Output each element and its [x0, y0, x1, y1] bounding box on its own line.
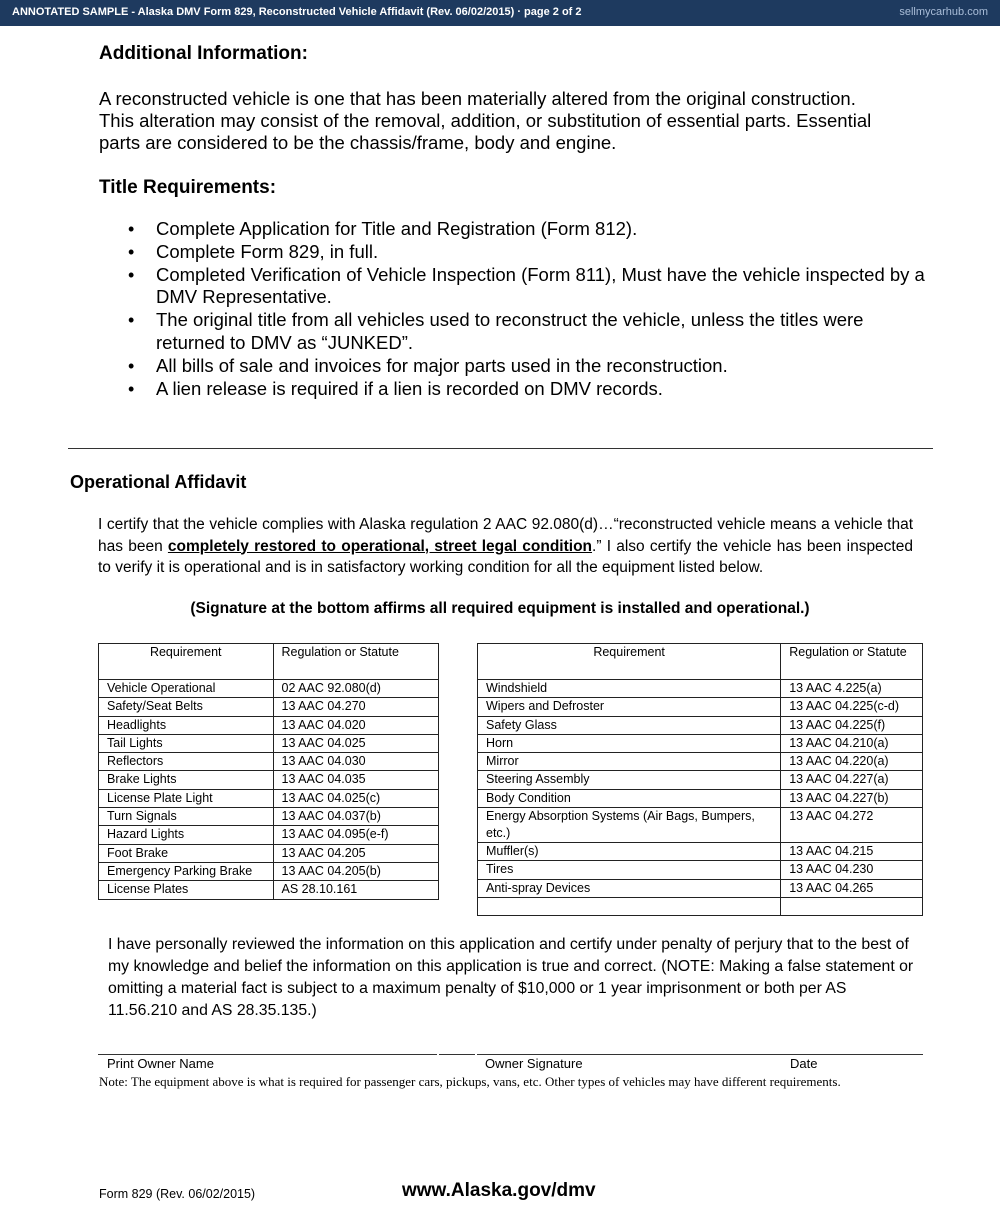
table-row [99, 716, 439, 734]
requirement-cell: Hazard Lights [99, 826, 274, 844]
table-row [478, 716, 923, 734]
title-requirements-heading: Title Requirements: [99, 177, 277, 198]
requirement-cell [478, 897, 781, 915]
regulation-cell: 13 AAC 04.035 [273, 771, 439, 789]
regulation-cell: 13 AAC 04.205(b) [273, 862, 439, 880]
regulation-cell: 13 AAC 04.025(c) [273, 789, 439, 807]
requirement-cell: License Plates [99, 881, 274, 899]
equipment-note: Note: The equipment above is what is required for passenger cars, pickups, vans, etc. Other types of vehicles may have different requirements. [99, 1074, 841, 1089]
penalty-statement: I have personally reviewed the information on this application and certify under penalty of perjury that to the best of my knowledge and belief the information on this application is true and correct. (NOTE: Making a false statement or omitting a material fact is subject to a maximum penalty of $10,000 or 1 year imprisonment or both per AS 11.56.210 and AS 28.35.135.) [108, 936, 914, 1019]
requirement-cell: Energy Absorption Systems (Air Bags, Bumpers, etc.) [478, 808, 781, 843]
column-header-regulation: Regulation or Statute [273, 644, 439, 680]
additional-info-line-3: parts are considered to be the chassis/frame, body and engine. [99, 132, 617, 153]
print-name-line [98, 1054, 437, 1055]
regulation-cell: 13 AAC 04.270 [273, 698, 439, 716]
print-owner-name-label: Print Owner Name [107, 1056, 214, 1071]
form-identifier: Form 829 (Rev. 06/02/2015) [99, 1187, 256, 1201]
regulation-cell: 13 AAC 04.265 [781, 879, 923, 897]
owner-signature-line [477, 1054, 923, 1055]
table-row [478, 734, 923, 752]
date-label: Date [790, 1056, 818, 1071]
cert-text-part-2: .” I also certify the vehicle has been inspected to verify it is operational and is in satisfactory working condition for all the equipment listed below. [98, 537, 913, 576]
table-row [478, 897, 923, 915]
additional-info-heading: Additional Information: [99, 43, 308, 64]
table-row [99, 826, 439, 844]
table-row [478, 698, 923, 716]
requirement-cell: Safety Glass [478, 716, 781, 734]
signature-affirmation-note: (Signature at the bottom affirms all required equipment is installed and operational.) [190, 600, 810, 617]
requirement-cell: Tires [478, 861, 781, 879]
regulation-cell [781, 897, 923, 915]
list-item: • Complete Form 829, in full. [100, 241, 930, 264]
regulation-cell: 13 AAC 04.215 [781, 843, 923, 861]
equipment-table-right [477, 643, 923, 916]
certification-paragraph [98, 514, 913, 579]
requirement-cell: License Plate Light [99, 789, 274, 807]
owner-signature-label: Owner Signature [485, 1056, 583, 1071]
regulation-cell: 13 AAC 04.220(a) [781, 753, 923, 771]
requirement-cell: Tail Lights [99, 734, 274, 752]
cert-text-part-1: I certify that the vehicle complies with Alaska regulation 2 AAC 92.080(d)…“reconstructed vehicle means a vehicle that has been [98, 516, 913, 555]
title-requirements-list [100, 218, 930, 400]
additional-info-line-2: This alteration may consist of the removal, addition, or substitution of essential parts. Essential [99, 110, 872, 131]
table-row [99, 680, 439, 698]
signature-line-gap [439, 1054, 475, 1055]
list-item: • The original title from all vehicles used to reconstruct the vehicle, unless the titles were returned to DMV as “JUNKED”. [100, 309, 930, 355]
column-header-requirement: Requirement [478, 644, 781, 680]
column-header-requirement: Requirement [99, 644, 274, 680]
list-item: • Completed Verification of Vehicle Inspection (Form 811), Must have the vehicle inspected by a DMV Representative. [100, 264, 930, 310]
table-row [99, 789, 439, 807]
table-row [99, 844, 439, 862]
table-row [99, 698, 439, 716]
requirement-cell: Vehicle Operational [99, 680, 274, 698]
table-row [99, 734, 439, 752]
requirement-cell: Headlights [99, 716, 274, 734]
requirement-cell: Windshield [478, 680, 781, 698]
regulation-cell: 13 AAC 04.020 [273, 716, 439, 734]
requirement-cell: Mirror [478, 753, 781, 771]
regulation-cell: AS 28.10.161 [273, 881, 439, 899]
regulation-cell: 13 AAC 04.227(a) [781, 771, 923, 789]
table-row [99, 862, 439, 880]
website-url: www.Alaska.gov/dmv [402, 1180, 596, 1201]
table-row [478, 771, 923, 789]
regulation-cell: 13 AAC 04.025 [273, 734, 439, 752]
list-item: • All bills of sale and invoices for major parts used in the reconstruction. [100, 355, 930, 378]
table-row [478, 789, 923, 807]
section-divider [68, 448, 933, 449]
regulation-cell: 13 AAC 04.095(e-f) [273, 826, 439, 844]
requirement-cell: Anti-spray Devices [478, 879, 781, 897]
regulation-cell: 13 AAC 04.210(a) [781, 734, 923, 752]
regulation-cell: 13 AAC 04.205 [273, 844, 439, 862]
regulation-cell: 13 AAC 04.230 [781, 861, 923, 879]
regulation-cell: 13 AAC 04.030 [273, 753, 439, 771]
additional-info-line-1: A reconstructed vehicle is one that has been materially altered from the original construction. [99, 88, 856, 109]
requirement-cell: Emergency Parking Brake [99, 862, 274, 880]
table-row [99, 771, 439, 789]
table-row [99, 753, 439, 771]
regulation-cell: 13 AAC 4.225(a) [781, 680, 923, 698]
column-header-regulation: Regulation or Statute [781, 644, 923, 680]
operational-affidavit-heading: Operational Affidavit [70, 472, 247, 492]
table-row [478, 861, 923, 879]
list-item: • A lien release is required if a lien is recorded on DMV records. [100, 378, 930, 401]
list-item: • Complete Application for Title and Registration (Form 812). [100, 218, 930, 241]
requirement-cell: Wipers and Defroster [478, 698, 781, 716]
banner-site: sellmycarhub.com [899, 6, 988, 18]
table-row [478, 879, 923, 897]
regulation-cell: 13 AAC 04.225(f) [781, 716, 923, 734]
table-row [99, 808, 439, 826]
regulation-cell: 13 AAC 04.037(b) [273, 808, 439, 826]
banner-title: ANNOTATED SAMPLE - Alaska DMV Form 829, Reconstructed Vehicle Affidavit (Rev. 06/02/2015) · page 2 of 2 [12, 6, 582, 18]
regulation-cell: 13 AAC 04.272 [781, 808, 923, 843]
requirement-cell: Safety/Seat Belts [99, 698, 274, 716]
table-row [478, 808, 923, 843]
table-row [478, 843, 923, 861]
requirement-cell: Muffler(s) [478, 843, 781, 861]
top-banner [0, 0, 1000, 26]
table-row [478, 680, 923, 698]
equipment-table-left [98, 643, 439, 900]
table-row [478, 753, 923, 771]
regulation-cell: 13 AAC 04.225(c-d) [781, 698, 923, 716]
requirement-cell: Body Condition [478, 789, 781, 807]
requirement-cell: Foot Brake [99, 844, 274, 862]
cert-underlined-phrase: completely restored to operational, street legal condition [167, 537, 593, 555]
requirement-cell: Turn Signals [99, 808, 274, 826]
regulation-cell: 13 AAC 04.227(b) [781, 789, 923, 807]
requirement-cell: Horn [478, 734, 781, 752]
regulation-cell: 02 AAC 92.080(d) [273, 680, 439, 698]
table-row [99, 881, 439, 899]
requirement-cell: Steering Assembly [478, 771, 781, 789]
requirement-cell: Reflectors [99, 753, 274, 771]
requirement-cell: Brake Lights [99, 771, 274, 789]
